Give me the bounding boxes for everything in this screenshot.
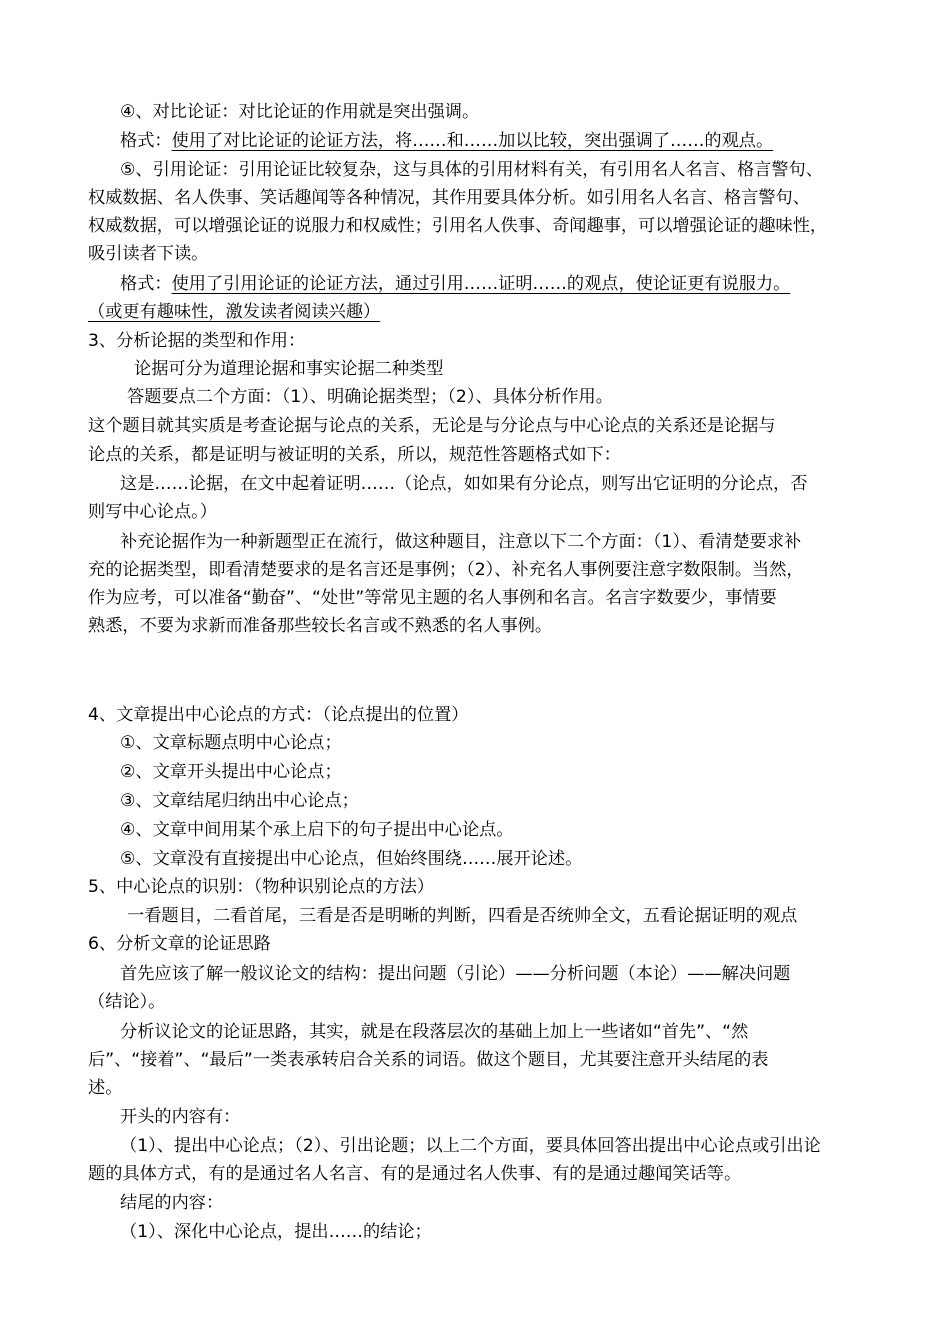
section-4-heading: 4、文章提出中心论点的方式：（论点提出的位置） (88, 705, 469, 725)
section-6-paragraph-2-line-2: 后”、“接着”、“最后”一类表承转启合关系的词语。做这个题目，尤其要注意开头结尾的表 (88, 1050, 769, 1070)
opening-line-2: 题的具体方式，有的是通过名人名言、有的是通过名人佚事、有的是通过趣闻笑话等。 (88, 1164, 742, 1184)
citation-format-text: 使用了引用论证的论证方法，通过引用……证明……的观点，使论证更有说服力。 (171, 274, 791, 294)
section-3-paragraph-3-line-2: 充的论据类型，即看清楚要求的是名言还是事例；（2）、补充名人事例要注意字数限制。当然， (88, 560, 804, 580)
section-6-paragraph-1-line-2: （结论）。 (88, 992, 166, 1012)
ending-line-1: （1）、深化中心论点，提出……的结论； (120, 1222, 432, 1242)
citation-format-text-2: （或更有趣味性，激发读者阅读兴趣） (88, 302, 381, 322)
contrast-format-label: 格式： (120, 131, 172, 151)
ending-label: 结尾的内容： (120, 1193, 224, 1213)
contrast-format-text: 使用了对比论证的论证方法，将……和……加以比较，突出强调了……的观点。 (171, 131, 774, 151)
opening-line-1: （1）、提出中心论点；（2）、引出论题；以上二个方面，要具体回答出提出中心论点或引出论 (120, 1136, 821, 1156)
evidence-types-line: 论据可分为道理论据和事实论据二种类型 (134, 359, 444, 379)
citation-argument-line-2: 权威数据、名人佚事、笑话趣闻等各种情况，其作用要具体分析。如引用名人名言、格言警句、 (88, 188, 810, 208)
section-4-item-1: ①、文章标题点明中心论点； (120, 733, 342, 753)
section-3-paragraph-3-line-3: 作为应考，可以准备“勤奋”、“处世”等常见主题的名人事例和名言。名言字数要少，事情要 (88, 588, 777, 608)
section-5-text: 一看题目，二看首尾，三看是否是明晰的判断，四看是否统帅全文，五看论据证明的观点 (127, 906, 798, 926)
citation-argument-line-4: 吸引读者下读。 (88, 244, 209, 264)
citation-format-label: 格式： (120, 274, 172, 294)
section-4-item-5: ⑤、文章没有直接提出中心论点，但始终围绕……展开论述。 (120, 849, 583, 869)
section-3-paragraph-2-line-1: 这是……论据，在文中起着证明……（论点，如如果有分论点，则写出它证明的分论点，否 (120, 474, 808, 494)
citation-argument-line-1: ⑤、引用论证：引用论证比较复杂，这与具体的引用材料有关，有引用名人名言、格言警句、 (120, 160, 823, 180)
section-3-paragraph-3-line-4: 熟悉，不要为求新而准备那些较长名言或不熟悉的名人事例。 (88, 616, 553, 636)
section-3-paragraph-3-line-1: 补充论据作为一种新题型正在流行，做这种题目，注意以下二个方面：（1）、看清楚要求补 (120, 532, 802, 552)
section-6-paragraph-2-line-3: 述。 (88, 1078, 123, 1098)
answer-points-line: 答题要点二个方面：（1）、明确论据类型；（2）、具体分析作用。 (127, 387, 613, 407)
citation-argument-line-3: 权威数据，可以增强论证的说服力和权威性；引用名人佚事、奇闻趣事，可以增强论证的趣味性， (88, 216, 828, 236)
section-5-heading: 5、中心论点的识别：（物种识别论点的方法） (88, 877, 435, 897)
section-3-paragraph-1-line-1: 这个题目就其实质是考查论据与论点的关系，无论是与分论点与中心论点的关系还是论据与 (88, 416, 776, 436)
contrast-format-line (120, 129, 878, 153)
opening-label: 开头的内容有： (120, 1107, 241, 1127)
contrast-argument-line: ④、对比论证：对比论证的作用就是突出强调。 (120, 102, 480, 122)
section-3-paragraph-1-line-2: 论点的关系，都是证明与被证明的关系，所以，规范性答题格式如下： (88, 445, 621, 465)
citation-format-line-1 (120, 272, 878, 296)
citation-format-line-2 (88, 300, 878, 324)
section-4-item-4: ④、文章中间用某个承上启下的句子提出中心论点。 (120, 820, 514, 840)
section-6-paragraph-2-line-1: 分析议论文的论证思路，其实，就是在段落层次的基础上加上一些诸如“首先”、“然 (120, 1022, 749, 1042)
section-3-paragraph-2-line-2: 则写中心论点。） (88, 502, 217, 522)
section-6-paragraph-1-line-1: 首先应该了解一般议论文的结构：提出问题（引论）——分析问题（本论）——解决问题 (120, 964, 791, 984)
section-6-heading: 6、分析文章的论证思路 (88, 934, 271, 954)
section-4-item-2: ②、文章开头提出中心论点； (120, 762, 342, 782)
section-4-item-3: ③、文章结尾归纳出中心论点； (120, 791, 359, 811)
section-3-heading: 3、分析论据的类型和作用： (88, 331, 306, 351)
